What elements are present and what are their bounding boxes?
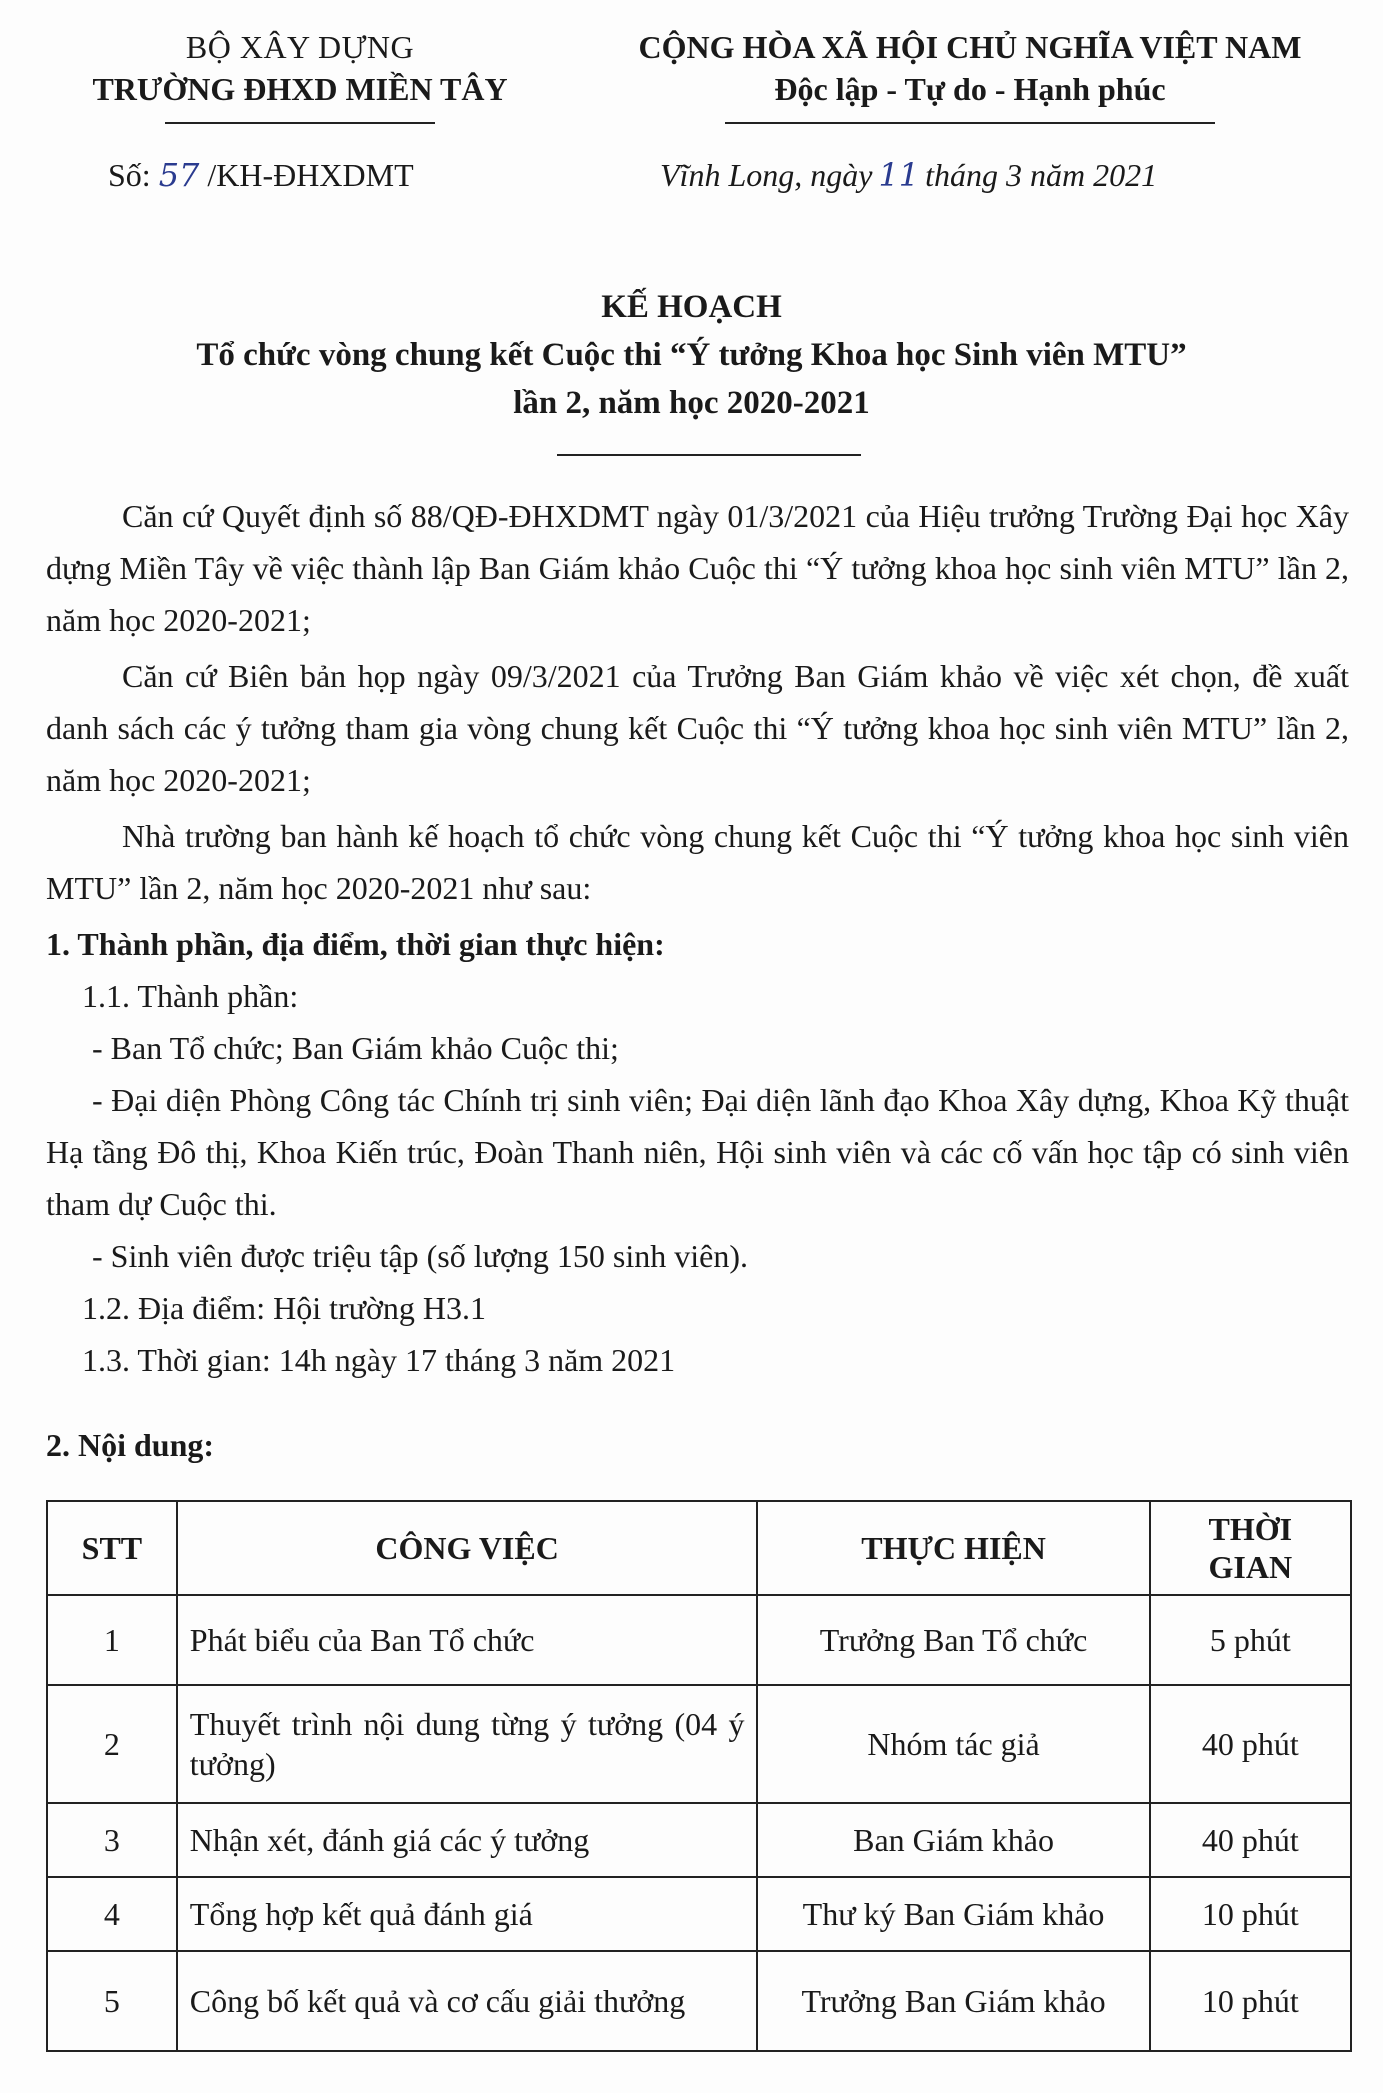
header-job: CÔNG VIỆC [177, 1501, 758, 1595]
header-time [1150, 1501, 1351, 1595]
cell-performer: Ban Giám khảo [757, 1803, 1149, 1877]
ministry-name: BỘ XÂY DỰNG [185, 29, 415, 65]
cell-time: 10 phút [1150, 1951, 1351, 2051]
cell-performer: Trưởng Ban Tổ chức [757, 1595, 1149, 1685]
header-performer: THỰC HIỆN [757, 1501, 1149, 1595]
agenda-table [46, 1500, 1352, 2052]
cell-time: 40 phút [1150, 1685, 1351, 1803]
section-1-heading: 1. Thành phần, địa điểm, thời gian thực hiện: [46, 926, 665, 962]
item-1-2: 1.2. Địa điểm: Hội trường H3.1 [82, 1290, 486, 1326]
title-underline [557, 454, 861, 456]
cell-stt: 4 [47, 1877, 177, 1951]
table-row [47, 1803, 1351, 1877]
issuer-header [40, 26, 560, 124]
place-date-line [660, 156, 1360, 194]
table-header-row [47, 1501, 1351, 1595]
section-2-heading: 2. Nội dung: [46, 1427, 215, 1463]
basis-paragraph-1: Căn cứ Quyết định số 88/QĐ-ĐHXDMT ngày 01/3/2021 của Hiệu trưởng Trường Đại học Xây dựng Miền Tây về việc thành lập Ban Giám khảo Cuộc thi “Ý tưởng khoa học sinh viên MTU” lần 2, năm học 2020-2021; [46, 498, 1349, 638]
docno-handwritten-number: 57 [158, 156, 200, 194]
title-line-3: lần 2, năm học 2020-2021 [513, 385, 870, 421]
table-row [47, 1595, 1351, 1685]
date-prefix: Vĩnh Long, ngày [660, 157, 873, 193]
national-header [580, 26, 1360, 124]
participant-dash-1: - Ban Tổ chức; Ban Giám khảo Cuộc thi; [92, 1030, 619, 1066]
cell-stt: 1 [47, 1595, 177, 1685]
cell-job: Thuyết trình nội dung từng ý tưởng (04 ý tưởng) [177, 1685, 758, 1803]
header-time-line-2: GIAN [1208, 1549, 1293, 1585]
document-body [46, 490, 1349, 1386]
cell-job: Nhận xét, đánh giá các ý tưởng [177, 1803, 758, 1877]
document-title [40, 283, 1343, 427]
cell-job: Tổng hợp kết quả đánh giá [177, 1877, 758, 1951]
issuer-underline [165, 122, 435, 124]
docno-prefix: Số: [108, 157, 151, 193]
national-motto: Độc lập - Tự do - Hạnh phúc [774, 71, 1166, 107]
participant-dash-2: - Đại diện Phòng Công tác Chính trị sinh viên; Đại diện lãnh đạo Khoa Xây dựng, Khoa Kỹ thuật Hạ tầng Đô thị, Khoa Kiến trúc, Đoàn Thanh niên, Hội sinh viên và các cố vấn học tập có sinh viên tham dự Cuộc thi. [46, 1082, 1349, 1222]
school-name: TRƯỜNG ĐHXD MIỀN TÂY [92, 71, 508, 107]
item-1-1: 1.1. Thành phần: [82, 978, 299, 1014]
intro-paragraph: Nhà trường ban hành kế hoạch tổ chức vòng chung kết Cuộc thi “Ý tưởng khoa học sinh viên MTU” lần 2, năm học 2020-2021 như sau: [46, 818, 1349, 906]
nation-name: CỘNG HÒA XÃ HỘI CHỦ NGHĨA VIỆT NAM [638, 29, 1302, 65]
participant-dash-3: - Sinh viên được triệu tập (số lượng 150 sinh viên). [92, 1238, 748, 1274]
header-stt: STT [47, 1501, 177, 1595]
date-handwritten-day: 11 [878, 156, 920, 194]
cell-stt: 2 [47, 1685, 177, 1803]
basis-paragraph-2: Căn cứ Biên bản họp ngày 09/3/2021 của Trưởng Ban Giám khảo về việc xét chọn, đề xuất danh sách các ý tưởng tham gia vòng chung kết Cuộc thi “Ý tưởng khoa học sinh viên MTU” lần 2, năm học 2020-2021; [46, 658, 1349, 798]
item-1-3: 1.3. Thời gian: 14h ngày 17 tháng 3 năm 2021 [82, 1342, 676, 1378]
docno-suffix: /KH-ĐHXDMT [207, 157, 414, 193]
document-number [108, 156, 414, 194]
header-time-line-1: THỜI [1208, 1511, 1293, 1547]
cell-stt: 3 [47, 1803, 177, 1877]
cell-time: 10 phút [1150, 1877, 1351, 1951]
date-suffix: tháng 3 năm 2021 [925, 157, 1158, 193]
title-line-2: Tổ chức vòng chung kết Cuộc thi “Ý tưởng Khoa học Sinh viên MTU” [196, 337, 1187, 373]
cell-performer: Nhóm tác giả [757, 1685, 1149, 1803]
motto-underline [725, 122, 1215, 124]
cell-time: 40 phút [1150, 1803, 1351, 1877]
cell-stt: 5 [47, 1951, 177, 2051]
cell-performer: Trưởng Ban Giám khảo [757, 1951, 1149, 2051]
table-row [47, 1685, 1351, 1803]
title-line-1: KẾ HOẠCH [601, 289, 782, 325]
table-row [47, 1951, 1351, 2051]
cell-job: Phát biểu của Ban Tổ chức [177, 1595, 758, 1685]
cell-job: Công bố kết quả và cơ cấu giải thưởng [177, 1951, 758, 2051]
table-row [47, 1877, 1351, 1951]
cell-performer: Thư ký Ban Giám khảo [757, 1877, 1149, 1951]
cell-time: 5 phút [1150, 1595, 1351, 1685]
